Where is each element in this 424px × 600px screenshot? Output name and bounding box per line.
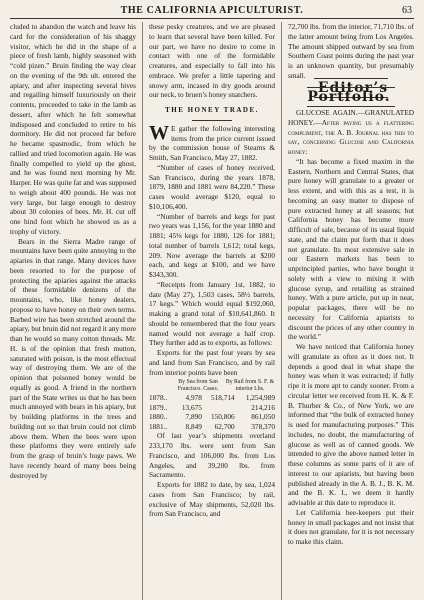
section-title: THE HONEY TRADE.	[165, 106, 259, 114]
paragraph: GLUCOSE AGAIN.—GRANULATED HONEY.—After paying us a flattering compliment, the A. B. Journal has this to say, concerning Glucose and California honey:	[288, 108, 414, 156]
paragraph: Let California bee-keepers put their honey in small packages and not insist that it does not granulate, for it is not necessary to make this claim.	[288, 507, 414, 546]
paragraph: Exports for 1882 to date, by sea, 1,024 cases from San Francisco; by rail, exclusive of May shipments, 52,020 lbs. from San Francisco, and	[149, 480, 275, 519]
journal-title: THE CALIFORNIA APICULTURIST.	[120, 5, 304, 16]
paragraph: cluded to abandon the watch and leave his card for the consideration of his shaggy visitor, which he did in the shape of a piece of fresh lamb, highly seasoned with “cold pizen.” Bruin finding the way clear on the evening of the 9th ult. entered the apiary, and after inspecting several hives and regailing himself luxuriously on their contents, proceeded to take in the lamb as dessert, after which he felt somewhat indisposed and concluded to retire to his dormitory. He did not proceed far before he became spasmodic, from which he rallied and tried locomotion again. He was finally compelled to yield up the ghost, and he was found next morning by Mr. Harper. He was quite fat and was supposed to weigh about 400 pounds. He was not very large, but large enough to destroy about 30 colonies of bees. Mr. H. cut off one hind foot which he showed us as a trophy of victory.	[10, 22, 136, 236]
paragraph: 72,700 lbs. from the interior, 71,710 lbs. of the latter amount being from Los Angeles. The amount shipped outward by sea from Southern Coast points during the past year is an unknown quantity, but presumably small.	[288, 22, 414, 80]
editors-portfolio-heading: Editor’s Portfolio.	[288, 84, 414, 104]
column-divider	[142, 22, 143, 600]
paragraph: Bears in the Sierra Madre range of mountains have been quite annoying to the apiaries in that range. Many devices have been resorted to for the purpose of protecting the apiaries against the attacks of these formidable denizens of the mountains, who, like honey dealers, propose to have honey on their own terms. Barbed wire has been stretched around the apiary, but bruin did not regard it any more than he would so many cotton threads. Mr. H. is of the opinion that fresh mutton, saturated with poison, is the most effectual way of destroying them. We are of the opinion that poisoned honey would be equally as good. A friend in the northern part of the State writes us that he has been much annoyed with bears in his apiary, but by building platforms in the trees and building out so that bruin could not climb above them. When the bees were upon these platforms they were entirely safe from the grasp of bruin’s huge paws. We have recently heard of many bees being destroyed by	[10, 236, 136, 480]
table-row: 1881.. 8,849 62,700 378,370	[149, 421, 275, 431]
paragraph: these pesky creatures, and we are pleased to learn that several have been killed. For our part, we have no desire to come in contact with one of the formidable creatures, and especially to fall into his embrace. We prefer a little tapering and snowy arm, incased in dry goods around our neck, to bruen’s honey snatchers.	[149, 22, 275, 100]
export-table-header	[149, 379, 275, 393]
export-table	[149, 393, 275, 431]
drop-cap: W	[149, 121, 169, 144]
paragraph: “Number of cases of honey received, San Francisco, during the years 1878, 1879, 1880 and 1881 were 84,220.” These cases would average $120, equal to $10,106,400.	[149, 162, 275, 211]
paragraph: We have noticed that California honey will granulate as often as it does not. It depends a good deal in what shape the honey was when it was extracted; if fully ripe it is more apt to candy sooner. From a circular letter we received from H. K. & F. B. Thurber & Co., of New York, we are informed that “the bulk of extracted honey is used for manufacturing purposes.” This includes, no doubt, the manufacturing of glucose as well as of canned goods. We intended to give the above named letter in these columns as some parts of it are of interest to our apiarists, but having been published already in the A. B. J., B. K. M. and the B. K. I., we deem it hardly advisable at this date to reproduce it.	[288, 342, 414, 507]
paragraph: Of last year’s shipments overland 233,170 lbs. were sent from San Francisco, and 106,000 lbs. from Los Angeles, and 39,200 lbs. from Sacramento.	[149, 431, 275, 480]
three-column-body	[10, 22, 414, 600]
paragraph: “Receipts from January 1st, 1882, to date (May 27), 1,503 cases, 58½ barrels, 17 kegs.” Which would equal $192,060, making a grand total of $10,641,860. It should be remembered that the four years named would not average a half crop. They further add as to exports, as follows:	[149, 279, 275, 348]
table-header-rail: By Rail from S. F. & interior Lbs.	[225, 379, 275, 393]
paragraph: “It has become a fixed maxim in the Eastern, Northern and Central States, that pure honey will granulate to a greater or less extent, and with this as a test, it is becoming an easy matter to dispose of pure extracted honey at all seasons; but California honey has become more difficult of sale, because of its usual liquid state, and the claim put forth that it does not granulate. Its most extensive sale in our Eastern markets has been to unprincipled parties, who have bought it solely with a view to mixing it with glucose syrup, and retailing as strained honey. With a pure article, put up in neat, popular packages, there will be no necessity for California apiarists to discount the prices of any other country in the world.”	[288, 156, 414, 342]
column-2	[149, 22, 275, 600]
table-row: 1880.. 7,890 150,806 861,050	[149, 412, 275, 422]
lead-paragraph: W E gather the following interesting items from the price current issued by the commission house of Stearns & Smith, San Francisco, May 27, 1882.	[149, 121, 275, 162]
column-1	[10, 22, 136, 600]
table-header-blank	[149, 379, 171, 393]
paragraph: “Number of barrels and kegs for past two years was 1,156, for the year 1880 and 1881; 45⅛ kegs for 1880, 126 for 1881; total number of barrels 1,612; total kegs, 209. Now average the barrels at $200 each, and kegs at $100, and we have $343,300.	[149, 211, 275, 279]
table-row: 1878.. 4,978 518,714 1,254,989	[149, 393, 275, 403]
title-rule	[192, 120, 232, 121]
table-row: 1879.. 13,675 214,216	[149, 402, 275, 412]
column-3	[288, 22, 414, 600]
running-header	[10, 4, 414, 19]
paragraph: Exports for the past four years by sea and land from San Francisco, and by rail from interior points have been	[149, 348, 275, 377]
table-header-sea: By Sea from San Francisco. Cases.	[177, 379, 219, 393]
column-divider	[281, 22, 282, 600]
page-number: 63	[402, 5, 412, 16]
